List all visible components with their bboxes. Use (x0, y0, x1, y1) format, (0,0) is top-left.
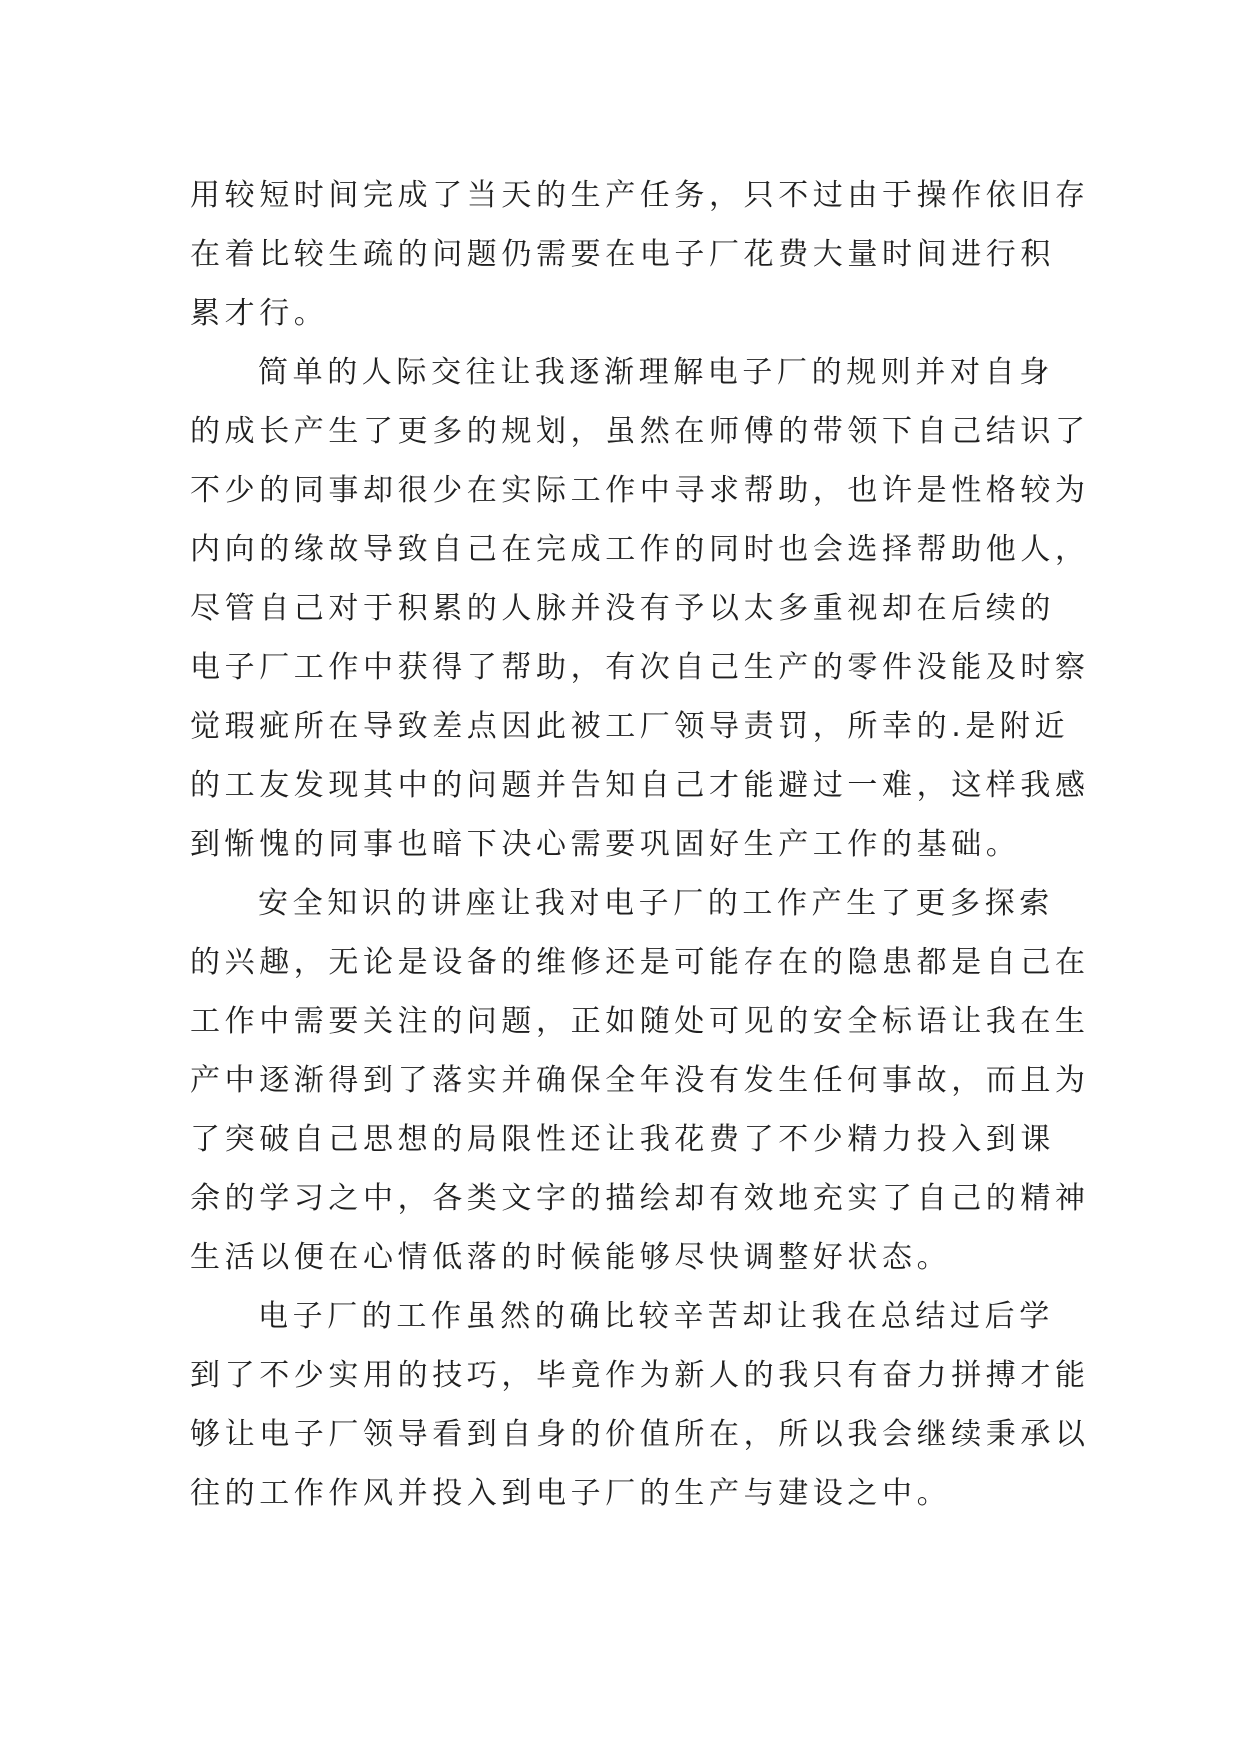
text-line: 产中逐渐得到了落实并确保全年没有发生任何事故，而且为 (190, 1063, 1090, 1098)
text-line: 了突破自己思想的局限性还让我花费了不少精力投入到课 (190, 1122, 1055, 1157)
text-line: 尽管自己对于积累的人脉并没有予以太多重视却在后续的 (190, 591, 1055, 626)
paragraph-1 (190, 166, 1090, 343)
text-line: 安全知识的讲座让我对电子厂的工作产生了更多探索 (258, 886, 1054, 921)
text-line: 生活以便在心情低落的时候能够尽快调整好状态。 (190, 1240, 952, 1275)
text-line: 往的工作作风并投入到电子厂的生产与建设之中。 (190, 1476, 952, 1511)
text-line: 工作中需要关注的问题，正如随处可见的安全标语让我在生 (190, 1004, 1090, 1039)
document-body (190, 166, 1090, 1523)
text-line: 的成长产生了更多的规划，虽然在师傅的带领下自己结识了 (190, 414, 1090, 449)
text-line: 在着比较生疏的问题仍需要在电子厂花费大量时间进行积 (190, 237, 1055, 272)
text-line: 的兴趣，无论是设备的维修还是可能存在的隐患都是自己在 (190, 945, 1090, 980)
text-line: 不少的同事却很少在实际工作中寻求帮助，也许是性格较为 (190, 473, 1090, 508)
text-line: 够让电子厂领导看到自身的价值所在，所以我会继续秉承以 (190, 1417, 1090, 1452)
text-line: 余的学习之中，各类文字的描绘却有效地充实了自己的精神 (190, 1181, 1090, 1216)
paragraph-3 (190, 874, 1090, 1287)
text-line: 觉瑕疵所在导致差点因此被工厂领导责罚，所幸的.是附近 (190, 709, 1070, 744)
text-line: 累才行。 (190, 296, 329, 331)
text-line: 内向的缘故导致自己在完成工作的同时也会选择帮助他人， (190, 532, 1090, 567)
text-line: 的工友发现其中的问题并告知自己才能避过一难，这样我感 (190, 768, 1090, 803)
text-line: 用较短时间完成了当天的生产任务，只不过由于操作依旧存 (190, 178, 1090, 213)
text-line: 到惭愧的同事也暗下决心需要巩固好生产工作的基础。 (190, 827, 1021, 862)
text-line: 电子厂的工作虽然的确比较辛苦却让我在总结过后学 (258, 1299, 1054, 1334)
paragraph-4 (190, 1287, 1090, 1523)
text-line: 电子厂工作中获得了帮助，有次自己生产的零件没能及时察 (190, 650, 1090, 685)
text-line: 到了不少实用的技巧，毕竟作为新人的我只有奋力拼搏才能 (190, 1358, 1090, 1393)
text-line: 简单的人际交往让我逐渐理解电子厂的规则并对自身 (258, 355, 1054, 390)
paragraph-2 (190, 343, 1090, 874)
